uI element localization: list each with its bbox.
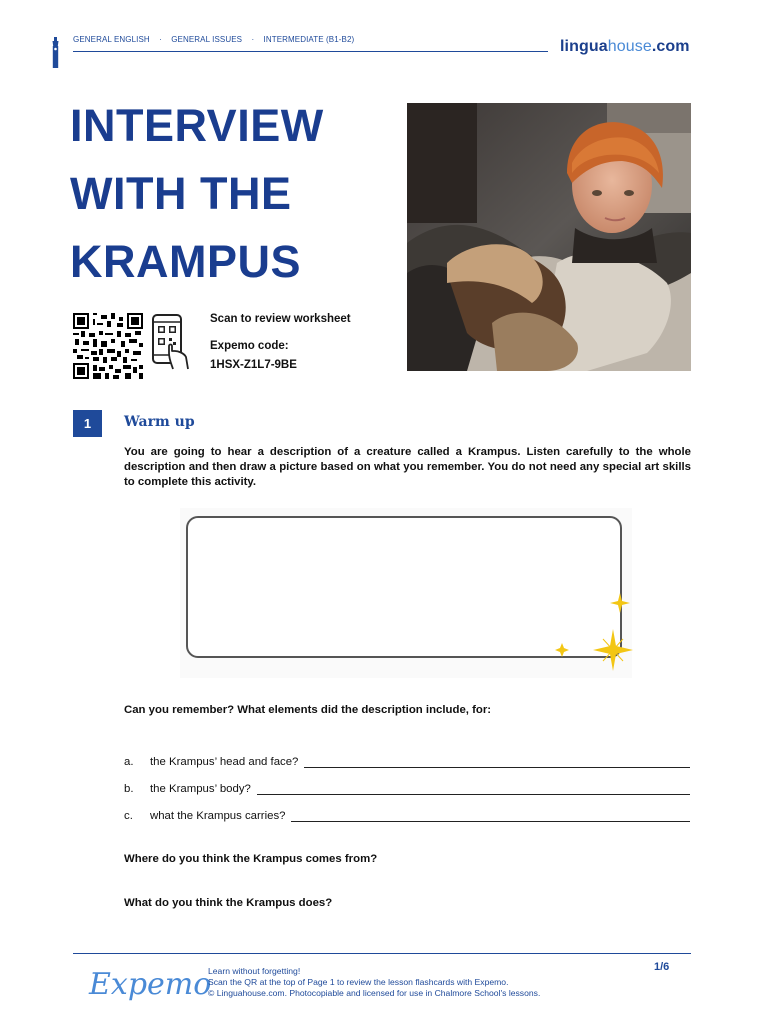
answer-line[interactable]: [304, 756, 690, 768]
linguahouse-logo[interactable]: [560, 38, 690, 56]
breadcrumb-item[interactable]: INTERMEDIATE (B1-B2): [263, 35, 355, 44]
expemo-code-label: Expemo code:: [210, 340, 289, 352]
footer-copyright: © Linguahouse.com. Photocopiable and licensed for use in Chalmore School's lessons.: [208, 988, 541, 998]
answer-line[interactable]: [257, 783, 690, 795]
footer-text: [208, 966, 540, 999]
answer-row: [124, 752, 690, 768]
section-number: 1: [73, 410, 102, 437]
item-text: what the Krampus carries?: [150, 810, 286, 822]
item-letter: a.: [124, 756, 134, 768]
brand-part: house: [607, 38, 652, 55]
section-title: Warm up: [124, 414, 195, 430]
krampus-photo: [407, 103, 691, 371]
question-where: Where do you think the Krampus comes from?: [124, 853, 378, 865]
breadcrumb-item[interactable]: GENERAL ISSUES: [171, 35, 243, 44]
scan-label: Scan to review worksheet: [210, 313, 351, 325]
expemo-code: 1HSX-Z1L7-9BE: [210, 359, 297, 371]
page-number: 1/6: [654, 961, 670, 973]
expemo-logo-text: Expemo: [89, 967, 212, 1002]
instructions: You are going to hear a description of a creature called a Krampus. Listen carefully to the whole description and then draw a picture based on what you remember. You do not need any special art skills to complete this activity.: [124, 446, 691, 488]
big-ben-icon: [51, 37, 60, 68]
footer-tagline: Learn without forgetting!: [208, 966, 301, 976]
breadcrumb-item[interactable]: GENERAL ENGLISH: [73, 35, 150, 44]
title-line: KRAMPUS: [70, 236, 302, 287]
breadcrumb: [73, 35, 354, 44]
brand-part: .com: [651, 38, 690, 55]
page-title: [70, 92, 390, 296]
breadcrumb-separator: ·: [251, 35, 255, 44]
header-divider: [73, 51, 548, 52]
answer-row: [124, 779, 690, 795]
item-letter: c.: [124, 810, 133, 822]
brand-part: lingua: [560, 38, 608, 55]
answer-row: [124, 806, 690, 822]
footer-divider: [73, 953, 691, 954]
item-text: the Krampus’ head and face?: [150, 756, 299, 768]
title-line: WITH THE: [70, 168, 292, 219]
question-remember: Can you remember? What elements did the description include, for:: [124, 704, 492, 716]
answer-line[interactable]: [291, 810, 690, 822]
sparkles-icon: [545, 585, 645, 680]
item-text: the Krampus’ body?: [150, 783, 251, 795]
title-line: INTERVIEW: [70, 100, 324, 151]
item-letter: b.: [124, 783, 134, 795]
expemo-logo[interactable]: [89, 962, 212, 1008]
qr-code-icon[interactable]: [73, 313, 143, 379]
breadcrumb-separator: ·: [159, 35, 162, 44]
footer-scan-note: Scan the QR at the top of Page 1 to review the lesson flashcards with Expemo.: [208, 977, 509, 987]
phone-scan-icon: [151, 313, 191, 371]
question-what: What do you think the Krampus does?: [124, 897, 333, 909]
